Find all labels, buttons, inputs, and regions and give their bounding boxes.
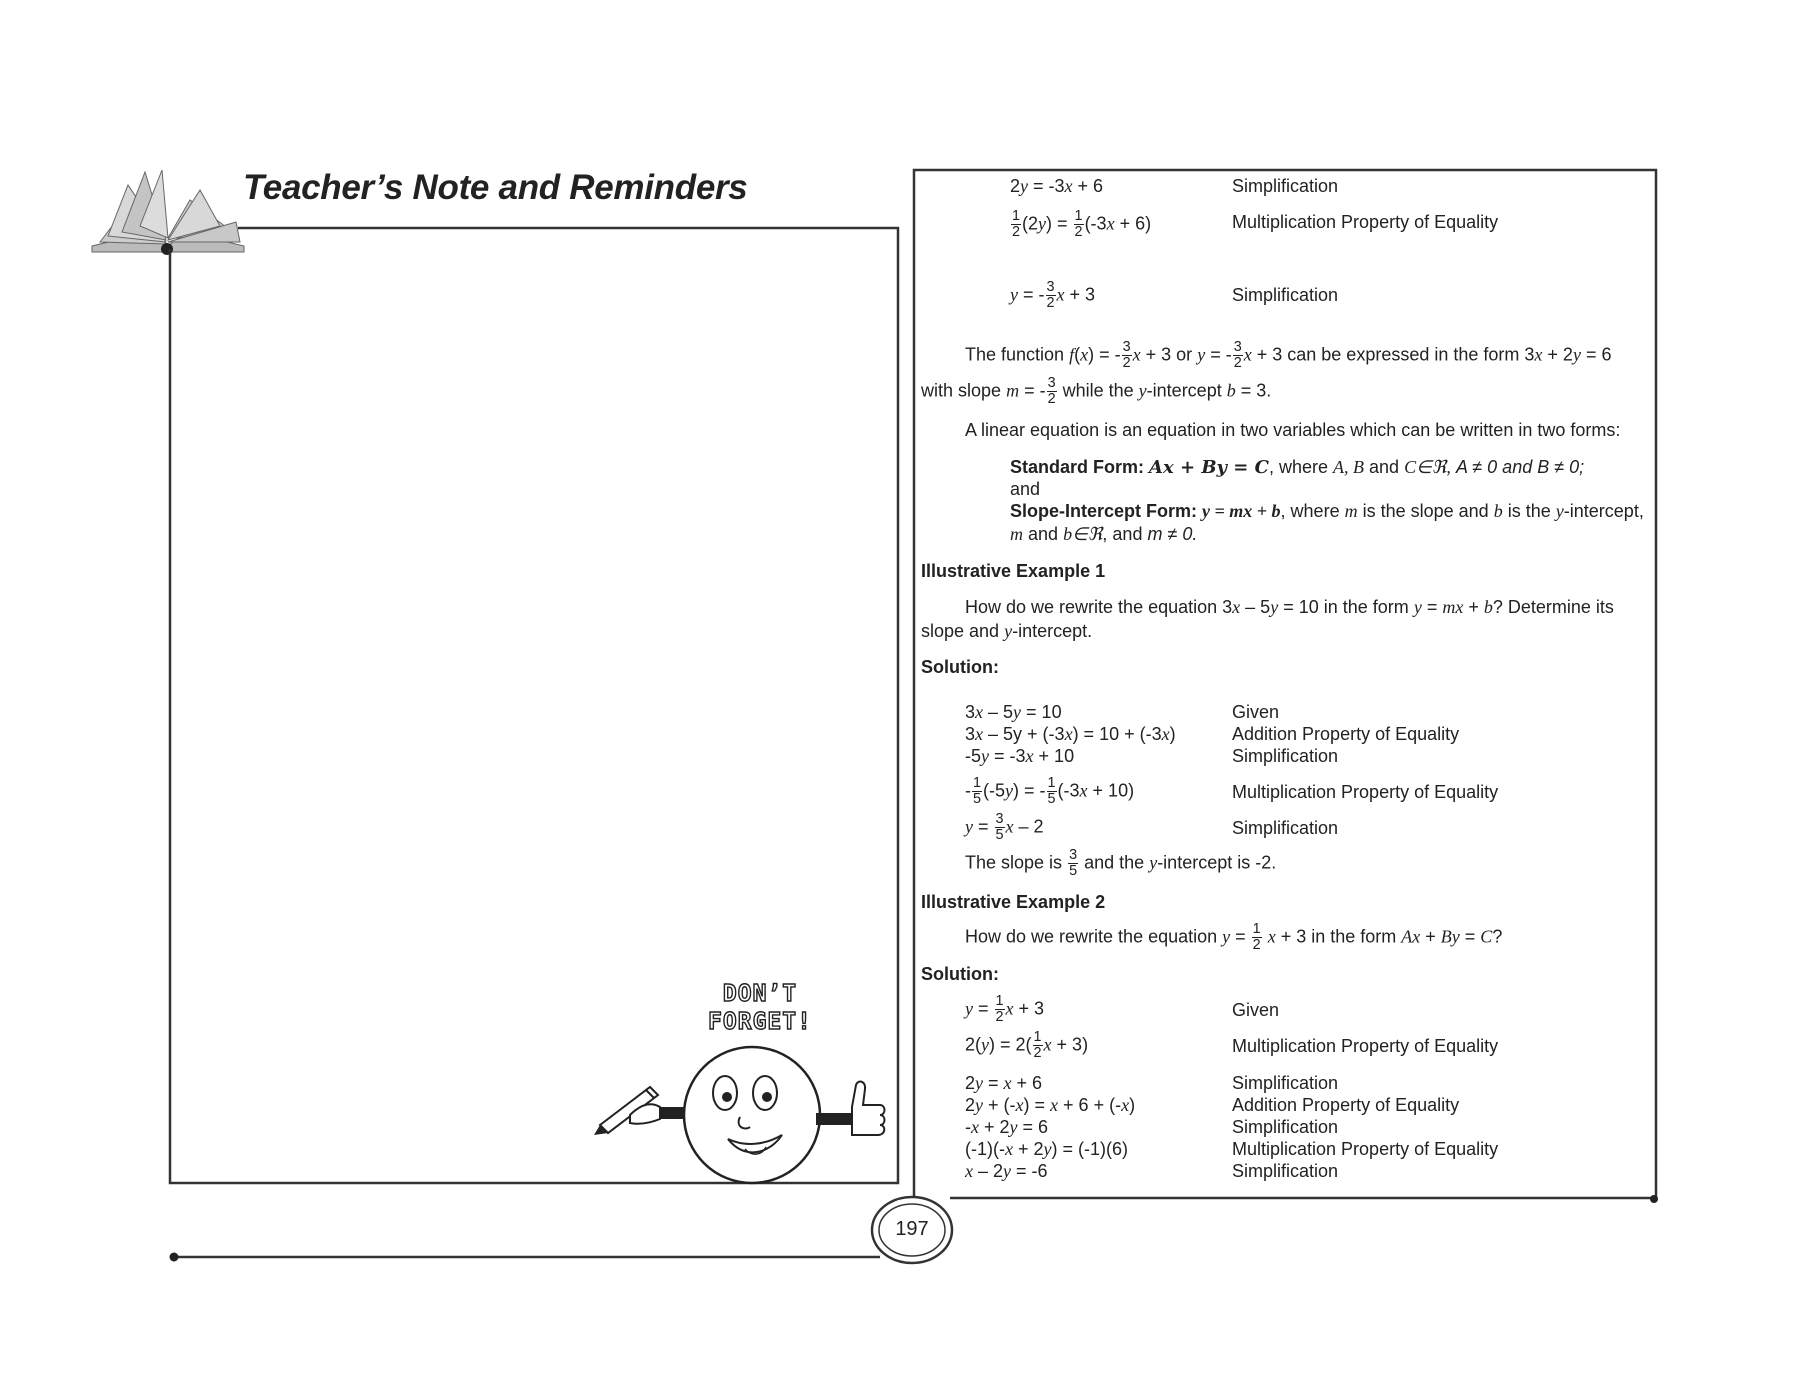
function-paragraph-line2: with slope m = - $\frac{3}{2}$ while the y-intercept b = 3. <box>921 375 1272 408</box>
ex1-q2: – 5 <box>1245 597 1271 617</box>
ex2-q3: ? <box>1492 926 1503 947</box>
ex1-step-4-expr: - $\frac{1}{5}$ (-5y) = - $\frac{1}{5}$ (-3x + 10) <box>965 775 1135 808</box>
fp-h: -intercept <box>1146 380 1222 401</box>
ex2-step-4-expr: 2y + (-x) = x + 6 + (-x) <box>965 1095 1136 1115</box>
ex1-step-5-expr: y = $\frac{3}{5}$ x – 2 <box>965 811 1044 844</box>
sf-and: and <box>1369 457 1400 477</box>
page-heading: Teacher’s Note and Reminders <box>243 168 748 207</box>
slf-t4: -intercept, <box>1563 501 1644 521</box>
ex2-step-6-label: Multiplication Property of Equality <box>1232 1139 1499 1159</box>
example-1-title: Illustrative Example 1 <box>921 561 1106 581</box>
ex2-step-1-label: Given <box>1232 1000 1280 1020</box>
ex1-q4: ? Determine its <box>1492 597 1614 617</box>
ex2-q2: + 3 in the form <box>1280 926 1397 947</box>
ex1-step-2-label: Addition Property of Equality <box>1232 724 1460 744</box>
slope-intercept-form-line2: m and b∈ℜ, and m ≠ 0. <box>1010 524 1198 544</box>
page-number: 197 <box>895 1218 929 1240</box>
ex2-step-7-expr: x – 2y = -6 <box>965 1161 1048 1181</box>
sf-set: C∈ℜ, <box>1404 457 1451 477</box>
fp-f: with slope <box>921 380 1002 401</box>
ex1-q3: = 10 in the form <box>1283 597 1409 617</box>
sf-vars: A, B <box>1333 457 1365 477</box>
ex1-conc-a: The slope is <box>965 852 1063 873</box>
ex2-step-4-label: Addition Property of Equality <box>1232 1095 1460 1115</box>
example-1-conclusion: The slope is $\frac{3}{5}$ and the y-intercept is -2. <box>965 847 1277 880</box>
top-step-1-label: Simplification <box>1232 176 1339 196</box>
ex1-step-3-label: Simplification <box>1232 746 1339 766</box>
slope-intercept-form-line: Slope-Intercept Form: y = mx + b, where m is the slope and b is the y-intercept, <box>1010 501 1644 521</box>
ex2-step-2-label: Multiplication Property of Equality <box>1232 1036 1499 1056</box>
example-1-solution-label: Solution: <box>921 657 999 677</box>
linear-equation-definition: A linear equation is an equation in two variables which can be written in two forms: <box>965 420 1621 440</box>
standard-form-line <box>1010 457 1584 478</box>
example-2-title: Illustrative Example 2 <box>921 892 1106 912</box>
function-paragraph-line1: The function f(x) = - $\frac{3}{2}$ x + 3 or y = - $\frac{3}{2}$ x + 3 can be expressed in the form 3x + 2y = 6 <box>965 339 1612 372</box>
slf-t3: is the <box>1507 501 1551 521</box>
ex2-step-6-expr: (-1)(-x + 2y) = (-1)(6) <box>965 1139 1129 1159</box>
standard-form-and: and <box>1010 479 1041 499</box>
ex1-q1: How do we rewrite the equation 3 <box>965 597 1233 617</box>
example-2-question: How do we rewrite the equation y = $\frac{1}{2}$ x + 3 in the form Ax + By = C? <box>965 921 1503 954</box>
dont-forget-line1: DON’T <box>722 981 798 1007</box>
mascot-illustration <box>590 1035 900 1185</box>
ex1-step-1-label: Given <box>1232 702 1280 722</box>
slf-t7: , and <box>1102 524 1143 544</box>
top-step-3-label: Simplification <box>1232 285 1339 305</box>
slope-form-equation: y = mx + b <box>1202 501 1281 521</box>
ex2-step-1-expr: y = $\frac{1}{2}$ x + 3 <box>965 993 1045 1026</box>
dont-forget-text <box>690 980 830 1036</box>
ex1-step-1-expr: 3x – 5y = 10 <box>965 702 1062 722</box>
smiley-face-icon <box>684 1047 820 1183</box>
sf-where: , where <box>1268 457 1328 477</box>
open-book-icon <box>92 170 244 255</box>
ex1-step-5-label: Simplification <box>1232 818 1339 838</box>
fp-i: = 3. <box>1240 380 1272 401</box>
top-step-1-expr: 2y = -3x + 6 <box>1010 176 1104 196</box>
example-1-question-line2: slope and y-intercept. <box>921 621 1093 641</box>
ex1-step-3-expr: -5y = -3x + 10 <box>965 746 1075 766</box>
ex1-q6: -intercept. <box>1012 621 1093 641</box>
ex1-q5: slope and <box>921 621 1000 641</box>
ex1-conc-b: and the <box>1084 852 1145 873</box>
ex2-step-5-label: Simplification <box>1232 1117 1339 1137</box>
slf-t5: and <box>1028 524 1059 544</box>
ex2-step-2-expr: 2(y) = 2( $\frac{1}{2}$ x + 3) <box>965 1029 1089 1062</box>
ex2-step-3-label: Simplification <box>1232 1073 1339 1093</box>
slf-t6: b∈ℜ <box>1063 524 1103 544</box>
slf-t8: m ≠ 0. <box>1147 524 1198 544</box>
fp-c: + 3 can be expressed in the form 3 <box>1256 344 1535 365</box>
top-step-3-expr: y = - $\frac{3}{2}$ x + 3 <box>1010 279 1096 312</box>
slf-t2: is the slope and <box>1362 501 1489 521</box>
top-step-2-label: Multiplication Property of Equality <box>1232 212 1499 232</box>
example-2-solution-label: Solution: <box>921 964 999 984</box>
slope-form-label: Slope-Intercept Form: <box>1010 501 1198 521</box>
sf-cond: A ≠ 0 and B ≠ 0; <box>1455 457 1585 477</box>
ex2-q1: How do we rewrite the equation <box>965 926 1218 947</box>
dont-forget-line2: FORGET! <box>708 1009 812 1035</box>
fp-g: while the <box>1062 380 1134 401</box>
ex2-step-5-expr: -x + 2y = 6 <box>965 1117 1049 1137</box>
fp-a: The function <box>965 344 1065 365</box>
standard-form-label: Standard Form: <box>1010 457 1145 477</box>
standard-form-equation: Ax + By = C <box>1149 457 1269 478</box>
fp-b: + 3 or <box>1145 344 1193 365</box>
top-step-2-expr: $\frac{1}{2}$ (2y) = $\frac{1}{2}$ (-3x + 6) <box>1012 208 1152 241</box>
thumbs-up-icon <box>852 1082 885 1135</box>
ex1-step-4-label: Multiplication Property of Equality <box>1232 782 1499 802</box>
ex2-step-7-label: Simplification <box>1232 1161 1339 1181</box>
ex1-conc-c: -intercept is -2. <box>1157 852 1277 873</box>
fp-e: = 6 <box>1585 344 1612 365</box>
ex2-step-3-expr: 2y = x + 6 <box>965 1073 1043 1093</box>
ex1-step-2-expr: 3x – 5y + (-3x) = 10 + (-3x) <box>965 724 1176 744</box>
fp-d: + 2 <box>1547 344 1573 365</box>
example-1-question-line1: How do we rewrite the equation 3x – 5y = 10 in the form y = mx + b? Determine its <box>965 597 1614 617</box>
slf-t1: , where <box>1280 501 1340 521</box>
